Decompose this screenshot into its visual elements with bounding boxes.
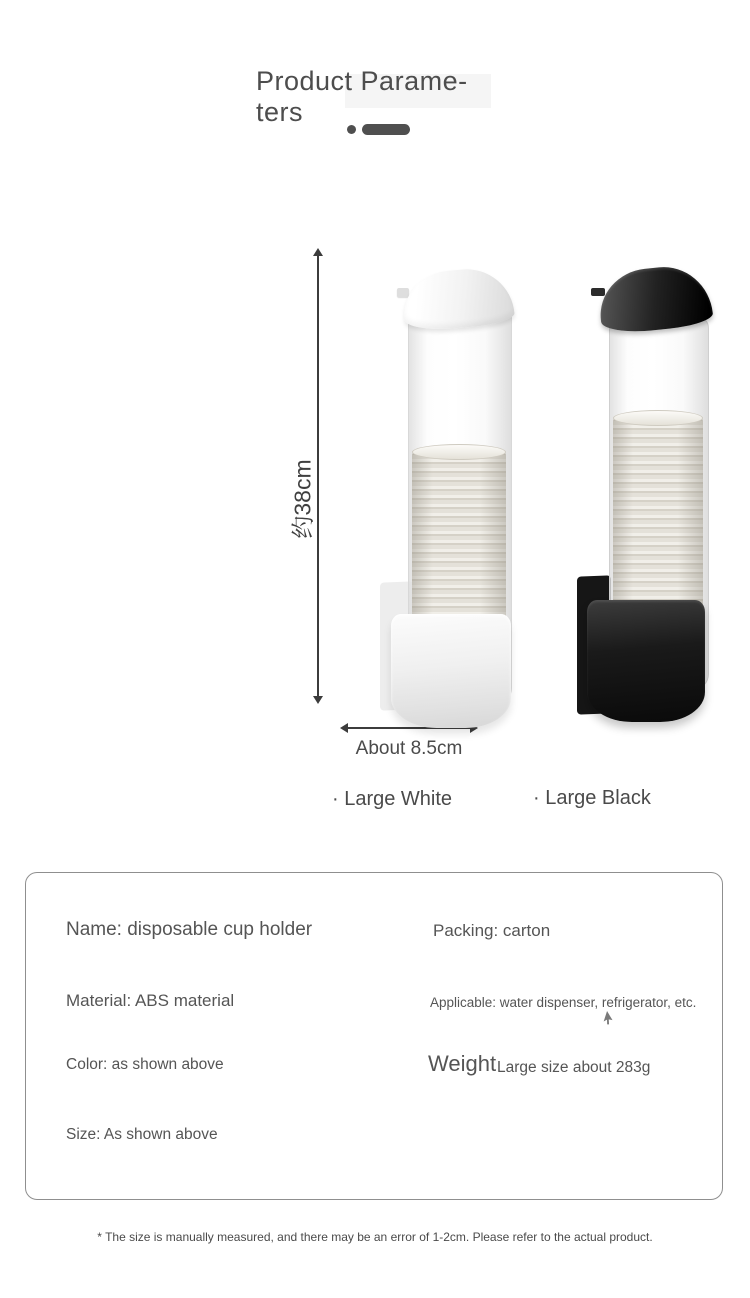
white-cap-pin bbox=[397, 288, 409, 297]
variant-label-white: · Large White bbox=[332, 788, 453, 810]
spec-material: Material: ABS material bbox=[66, 991, 235, 1010]
black-bracket bbox=[587, 600, 705, 722]
footnote: * The size is manually measured, and there may be an error of 1-2cm. Please refer to the actual product. bbox=[97, 1230, 653, 1244]
white-bracket bbox=[391, 614, 511, 728]
variant-label-black: · Large Black bbox=[533, 787, 651, 809]
underline-dot bbox=[347, 125, 356, 134]
black-cap-pin bbox=[591, 288, 605, 296]
black-cup-rim bbox=[613, 410, 703, 426]
spec-weight-value: Large size about 283g bbox=[497, 1059, 651, 1076]
width-label: About 8.5cm bbox=[355, 738, 463, 759]
arrowhead-bottom bbox=[313, 696, 323, 704]
underline-bar bbox=[362, 124, 410, 135]
spec-name: Name: disposable cup holder bbox=[66, 919, 313, 940]
product-image-white-dispenser bbox=[375, 262, 525, 734]
page-title-line2: ters bbox=[256, 97, 304, 128]
page-title bbox=[256, 66, 468, 128]
product-image-black-dispenser bbox=[573, 264, 717, 726]
parameters-box bbox=[25, 872, 723, 1200]
spec-packing: Packing: carton bbox=[433, 921, 551, 940]
spec-color: Color: as shown above bbox=[66, 1056, 224, 1073]
title-underline-decoration bbox=[347, 123, 417, 135]
white-cup-rim bbox=[412, 444, 506, 460]
spec-size: Size: As shown above bbox=[66, 1126, 218, 1143]
height-label: 约38cm bbox=[289, 459, 316, 539]
spec-applicable: Applicable: water dispenser, refrigerator, etc. bbox=[430, 995, 697, 1010]
page-title-line1: Product Parame- bbox=[256, 66, 468, 97]
spec-weight-label: Weight bbox=[428, 1051, 497, 1076]
cursor-icon bbox=[603, 1011, 615, 1025]
